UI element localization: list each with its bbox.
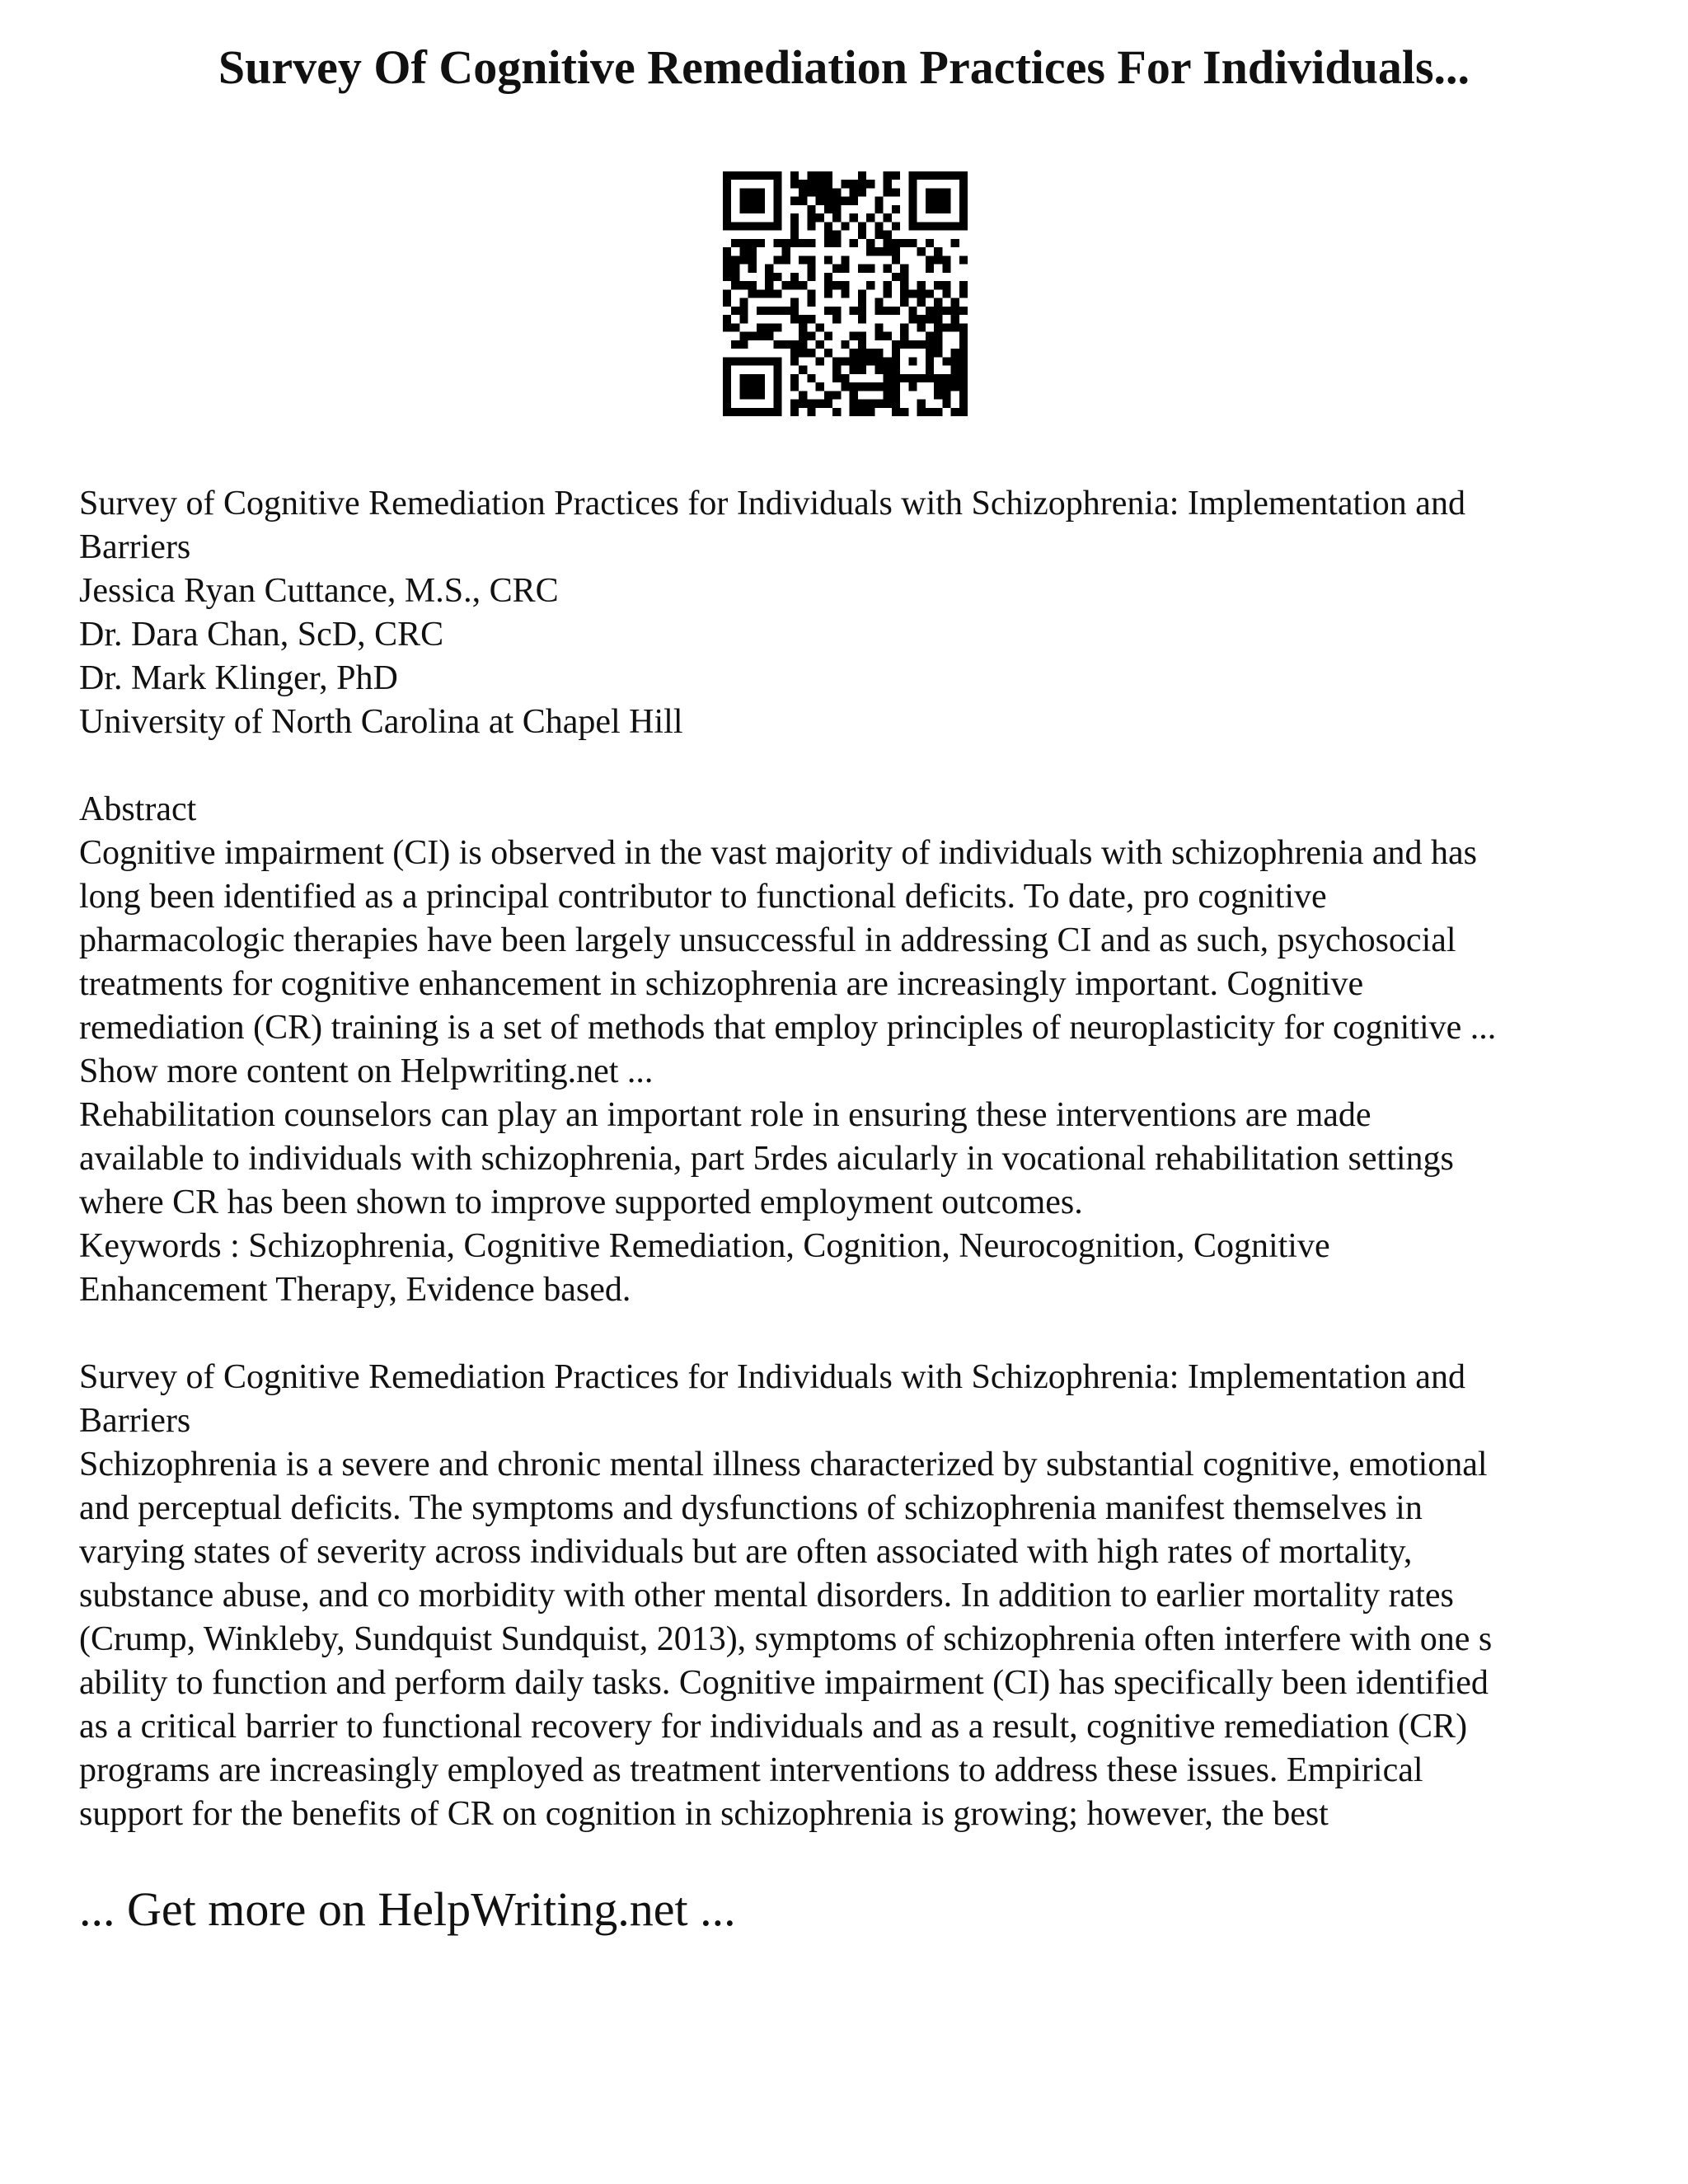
body-line: ability to function and perform daily tasks. Cognitive impairment (CI) has specifically been identified bbox=[79, 1664, 1489, 1702]
header-block bbox=[79, 482, 1629, 744]
abstract-line: where CR has been shown to improve supported employment outcomes. bbox=[79, 1183, 1083, 1221]
abstract-line: remediation (CR) training is a set of methods that employ principles of neuroplasticity for cognitive ... bbox=[79, 1009, 1497, 1047]
body-line: as a critical barrier to functional recovery for individuals and as a result, cognitive remediation (CR) bbox=[79, 1708, 1468, 1746]
author-line: Dr. Dara Chan, ScD, CRC bbox=[79, 616, 444, 654]
document-title: Survey Of Cognitive Remediation Practices For Individuals... bbox=[218, 40, 1470, 94]
abstract-line: available to individuals with schizophrenia, part 5rdes aicularly in vocational rehabilitation settings bbox=[79, 1140, 1454, 1178]
abstract-line: long been identified as a principal contributor to functional deficits. To date, pro cognitive bbox=[79, 878, 1327, 916]
body-block bbox=[79, 1356, 1629, 1836]
author-line: Jessica Ryan Cuttance, M.S., CRC bbox=[79, 572, 559, 610]
affiliation-line: University of North Carolina at Chapel Hill bbox=[79, 703, 683, 741]
body-line: programs are increasingly employed as treatment interventions to address these issues. Empirical bbox=[79, 1751, 1423, 1789]
paper-title-line: Barriers bbox=[79, 528, 191, 566]
abstract-line: pharmacologic therapies have been largely unsuccessful in addressing CI and as such, psychosocial bbox=[79, 921, 1456, 959]
get-more-link[interactable]: ... Get more on HelpWriting.net ... bbox=[79, 1882, 736, 1936]
abstract-line: treatments for cognitive enhancement in schizophrenia are increasingly important. Cognitive bbox=[79, 965, 1364, 1003]
keywords-line: Enhancement Therapy, Evidence based. bbox=[79, 1271, 631, 1309]
body-line: substance abuse, and co morbidity with other mental disorders. In addition to earlier mortality rates bbox=[79, 1577, 1454, 1615]
paper-title-line: Survey of Cognitive Remediation Practices for Individuals with Schizophrenia: Implementation and bbox=[79, 485, 1465, 523]
show-more-link[interactable]: Show more content on Helpwriting.net ... bbox=[79, 1052, 654, 1090]
spacer bbox=[79, 744, 1629, 788]
body-line: (Crump, Winkleby, Sundquist Sundquist, 2013), symptoms of schizophrenia often interfere with one s bbox=[79, 1620, 1493, 1658]
body-line: Schizophrenia is a severe and chronic mental illness characterized by substantial cognitive, emotional bbox=[79, 1446, 1488, 1483]
abstract-line: Cognitive impairment (CI) is observed in the vast majority of individuals with schizophrenia and has bbox=[79, 834, 1477, 872]
qr-code-icon bbox=[723, 171, 968, 416]
body-line: and perceptual deficits. The symptoms and dysfunctions of schizophrenia manifest themselves in bbox=[79, 1489, 1423, 1527]
author-line: Dr. Mark Klinger, PhD bbox=[79, 659, 398, 697]
abstract-line: Rehabilitation counselors can play an important role in ensuring these interventions are made bbox=[79, 1096, 1372, 1134]
body-line: support for the benefits of CR on cognition in schizophrenia is growing; however, the best bbox=[79, 1795, 1329, 1833]
keywords-line: Keywords : Schizophrenia, Cognitive Remediation, Cognition, Neurocognition, Cognitive bbox=[79, 1227, 1330, 1265]
spacer bbox=[79, 1312, 1629, 1356]
body-line: varying states of severity across individuals but are often associated with high rates of mortality, bbox=[79, 1533, 1413, 1571]
abstract-heading: Abstract bbox=[79, 790, 197, 828]
section-title-line: Survey of Cognitive Remediation Practices for Individuals with Schizophrenia: Implementation and bbox=[79, 1358, 1465, 1396]
section-title-line: Barriers bbox=[79, 1402, 191, 1440]
document-body bbox=[79, 482, 1629, 1836]
abstract-block bbox=[79, 788, 1629, 1312]
